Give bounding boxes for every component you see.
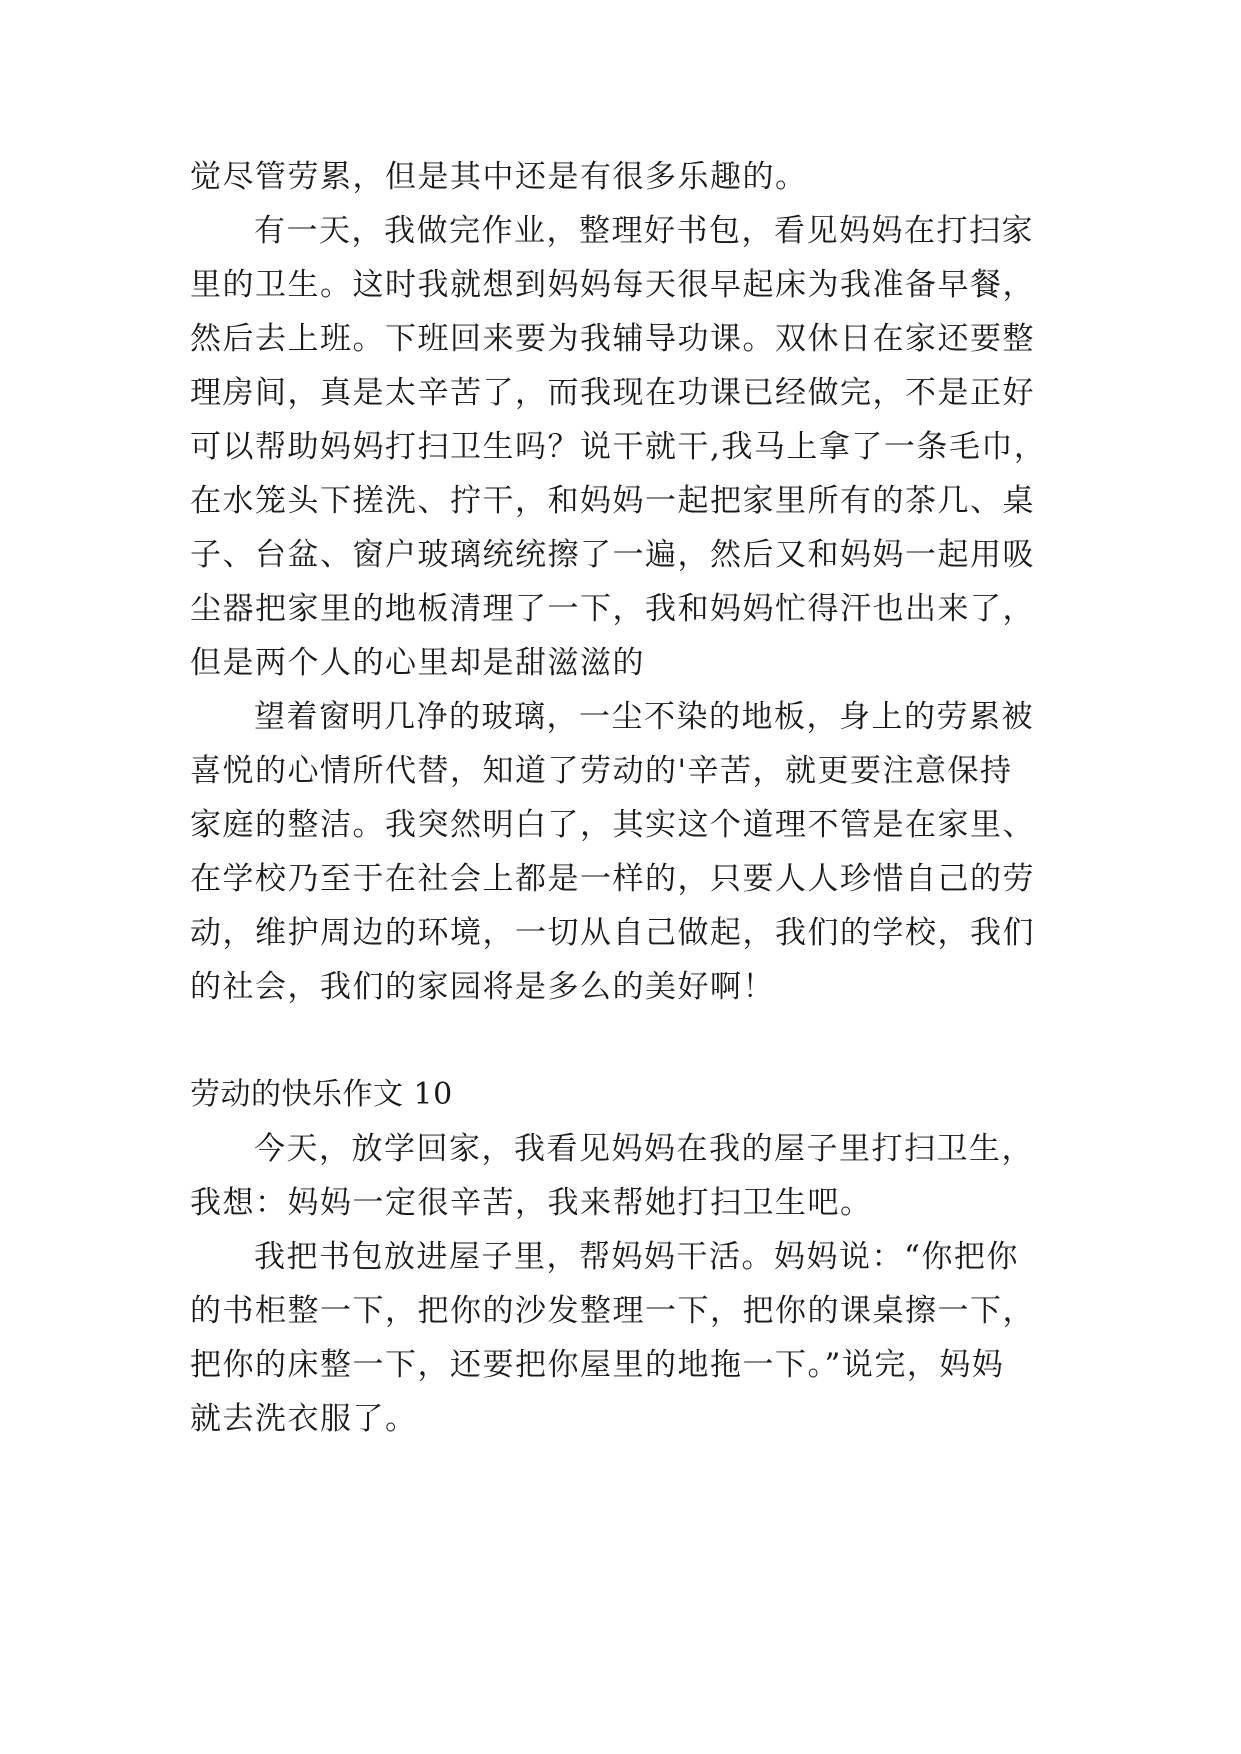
paragraph-2 bbox=[190, 690, 1070, 1014]
text-line: 喜悦的心情所代替，知道了劳动的'辛苦，就更要注意保持 bbox=[190, 753, 1013, 789]
text-line: 我把书包放进屋子里，帮妈妈干活。妈妈说：“你把你 bbox=[254, 1239, 1019, 1275]
text-line: 理房间，真是太辛苦了，而我现在功课已经做完，不是正好 bbox=[190, 375, 1035, 411]
text-line: 的社会，我们的家园将是多么的美好啊！ bbox=[190, 969, 775, 1005]
paragraph-1 bbox=[190, 204, 1070, 690]
essay-title: 劳动的快乐作文 10 bbox=[190, 1077, 453, 1112]
text-line: 在水笼头下搓洗、拧干，和妈妈一起把家里所有的茶几、桌 bbox=[190, 483, 1035, 519]
text-line: 尘器把家里的地板清理了一下，我和妈妈忙得汗也出来了， bbox=[190, 591, 1035, 627]
document-page bbox=[190, 150, 1070, 1446]
text-line: 就去洗衣服了。 bbox=[190, 1401, 418, 1437]
paragraph-3 bbox=[190, 1122, 1070, 1230]
text-line: 里的卫生。这时我就想到妈妈每天很早起床为我准备早餐， bbox=[190, 267, 1035, 303]
text-line: 的书柜整一下，把你的沙发整理一下，把你的课桌擦一下， bbox=[190, 1293, 1035, 1329]
text-line: 然后去上班。下班回来要为我辅导功课。双休日在家还要整 bbox=[190, 321, 1035, 357]
text-line: 可以帮助妈妈打扫卫生吗？说干就干,我马上拿了一条毛巾， bbox=[190, 429, 1047, 465]
text-line: 望着窗明几净的玻璃，一尘不染的地板，身上的劳累被 bbox=[254, 699, 1034, 735]
text-line: 动，维护周边的环境，一切从自己做起，我们的学校，我们 bbox=[190, 915, 1035, 951]
text-line: 家庭的整洁。我突然明白了，其实这个道理不管是在家里、 bbox=[190, 807, 1035, 843]
text-line: 我想：妈妈一定很辛苦，我来帮她打扫卫生吧。 bbox=[190, 1185, 873, 1221]
text-line: 子、台盆、窗户玻璃统统擦了一遍，然后又和妈妈一起用吸 bbox=[190, 537, 1035, 573]
paragraph-continued bbox=[190, 150, 1070, 204]
text-line: 今天，放学回家，我看见妈妈在我的屋子里打扫卫生， bbox=[254, 1131, 1034, 1167]
text-line: 把你的床整一下，还要把你屋里的地拖一下。”说完，妈妈 bbox=[190, 1347, 1005, 1383]
paragraph-4 bbox=[190, 1230, 1070, 1446]
text-line: 但是两个人的心里却是甜滋滋的 bbox=[190, 645, 645, 681]
text-line: 有一天，我做完作业，整理好书包，看见妈妈在打扫家 bbox=[254, 213, 1034, 249]
text-line: 在学校乃至于在社会上都是一样的，只要人人珍惜自己的劳 bbox=[190, 861, 1035, 897]
text-line: 觉尽管劳累，但是其中还是有很多乐趣的。 bbox=[190, 159, 808, 195]
